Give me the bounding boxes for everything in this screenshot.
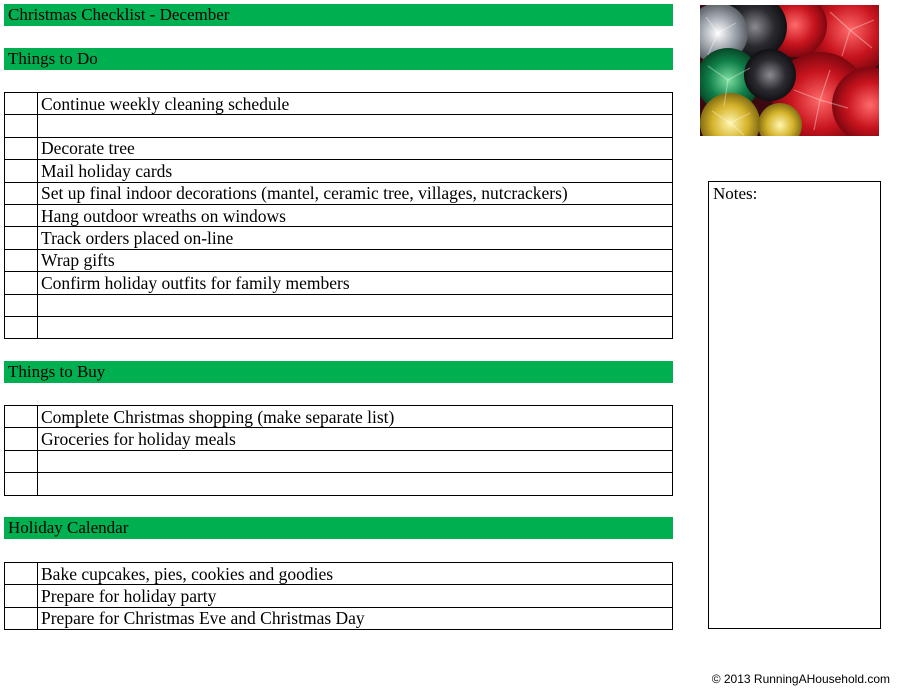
checkbox-cell[interactable] [5,607,38,629]
task-cell[interactable]: Decorate tree [38,137,673,159]
task-cell[interactable] [38,294,673,316]
table-row [5,607,673,629]
checkbox-cell[interactable] [5,585,38,607]
task-cell[interactable]: Continue weekly cleaning schedule [38,93,673,115]
page-title: Christmas Checklist - December [4,4,673,26]
checkbox-cell[interactable] [5,272,38,294]
checkbox-cell[interactable] [5,249,38,271]
table-row [5,563,673,585]
table-row [5,294,673,316]
task-cell[interactable] [38,473,673,495]
things-to-buy-heading: Things to Buy [4,361,673,383]
table-row [5,585,673,607]
table-row [5,428,673,450]
task-cell[interactable]: Bake cupcakes, pies, cookies and goodies [38,563,673,585]
task-cell[interactable]: Mail holiday cards [38,160,673,182]
holiday-calendar-heading: Holiday Calendar [4,517,673,539]
table-row [5,204,673,226]
checkbox-cell[interactable] [5,204,38,226]
table-row [5,473,673,495]
checkbox-cell[interactable] [5,137,38,159]
task-cell[interactable]: Hang outdoor wreaths on windows [38,204,673,226]
gift-bows-photo [700,5,879,136]
things-to-do-heading: Things to Do [4,48,673,70]
things-to-do-table [4,92,673,339]
task-cell[interactable] [38,450,673,472]
notes-box[interactable] [708,181,881,629]
table-row [5,272,673,294]
checkbox-cell[interactable] [5,406,38,428]
task-cell[interactable]: Confirm holiday outfits for family members [38,272,673,294]
checkbox-cell[interactable] [5,473,38,495]
task-cell[interactable] [38,316,673,338]
table-row [5,249,673,271]
checkbox-cell[interactable] [5,450,38,472]
task-cell[interactable]: Track orders placed on-line [38,227,673,249]
table-row [5,316,673,338]
checkbox-cell[interactable] [5,227,38,249]
task-cell[interactable]: Complete Christmas shopping (make separate list) [38,406,673,428]
table-row [5,182,673,204]
table-row [5,160,673,182]
holiday-calendar-table [4,562,673,630]
table-row [5,406,673,428]
task-cell[interactable] [38,115,673,137]
things-to-buy-table [4,405,673,496]
table-row [5,137,673,159]
copyright-footer: © 2013 RunningAHousehold.com [711,672,890,686]
task-cell[interactable]: Groceries for holiday meals [38,428,673,450]
checkbox-cell[interactable] [5,294,38,316]
table-row [5,93,673,115]
table-row [5,115,673,137]
table-row [5,450,673,472]
checkbox-cell[interactable] [5,563,38,585]
checkbox-cell[interactable] [5,93,38,115]
task-cell[interactable]: Set up final indoor decorations (mantel, ceramic tree, villages, nutcrackers) [38,182,673,204]
task-cell[interactable]: Prepare for holiday party [38,585,673,607]
checkbox-cell[interactable] [5,316,38,338]
checkbox-cell[interactable] [5,160,38,182]
task-cell[interactable]: Prepare for Christmas Eve and Christmas Day [38,607,673,629]
task-cell[interactable]: Wrap gifts [38,249,673,271]
checkbox-cell[interactable] [5,182,38,204]
checkbox-cell[interactable] [5,428,38,450]
table-row [5,227,673,249]
notes-label: Notes: [713,184,758,203]
checkbox-cell[interactable] [5,115,38,137]
